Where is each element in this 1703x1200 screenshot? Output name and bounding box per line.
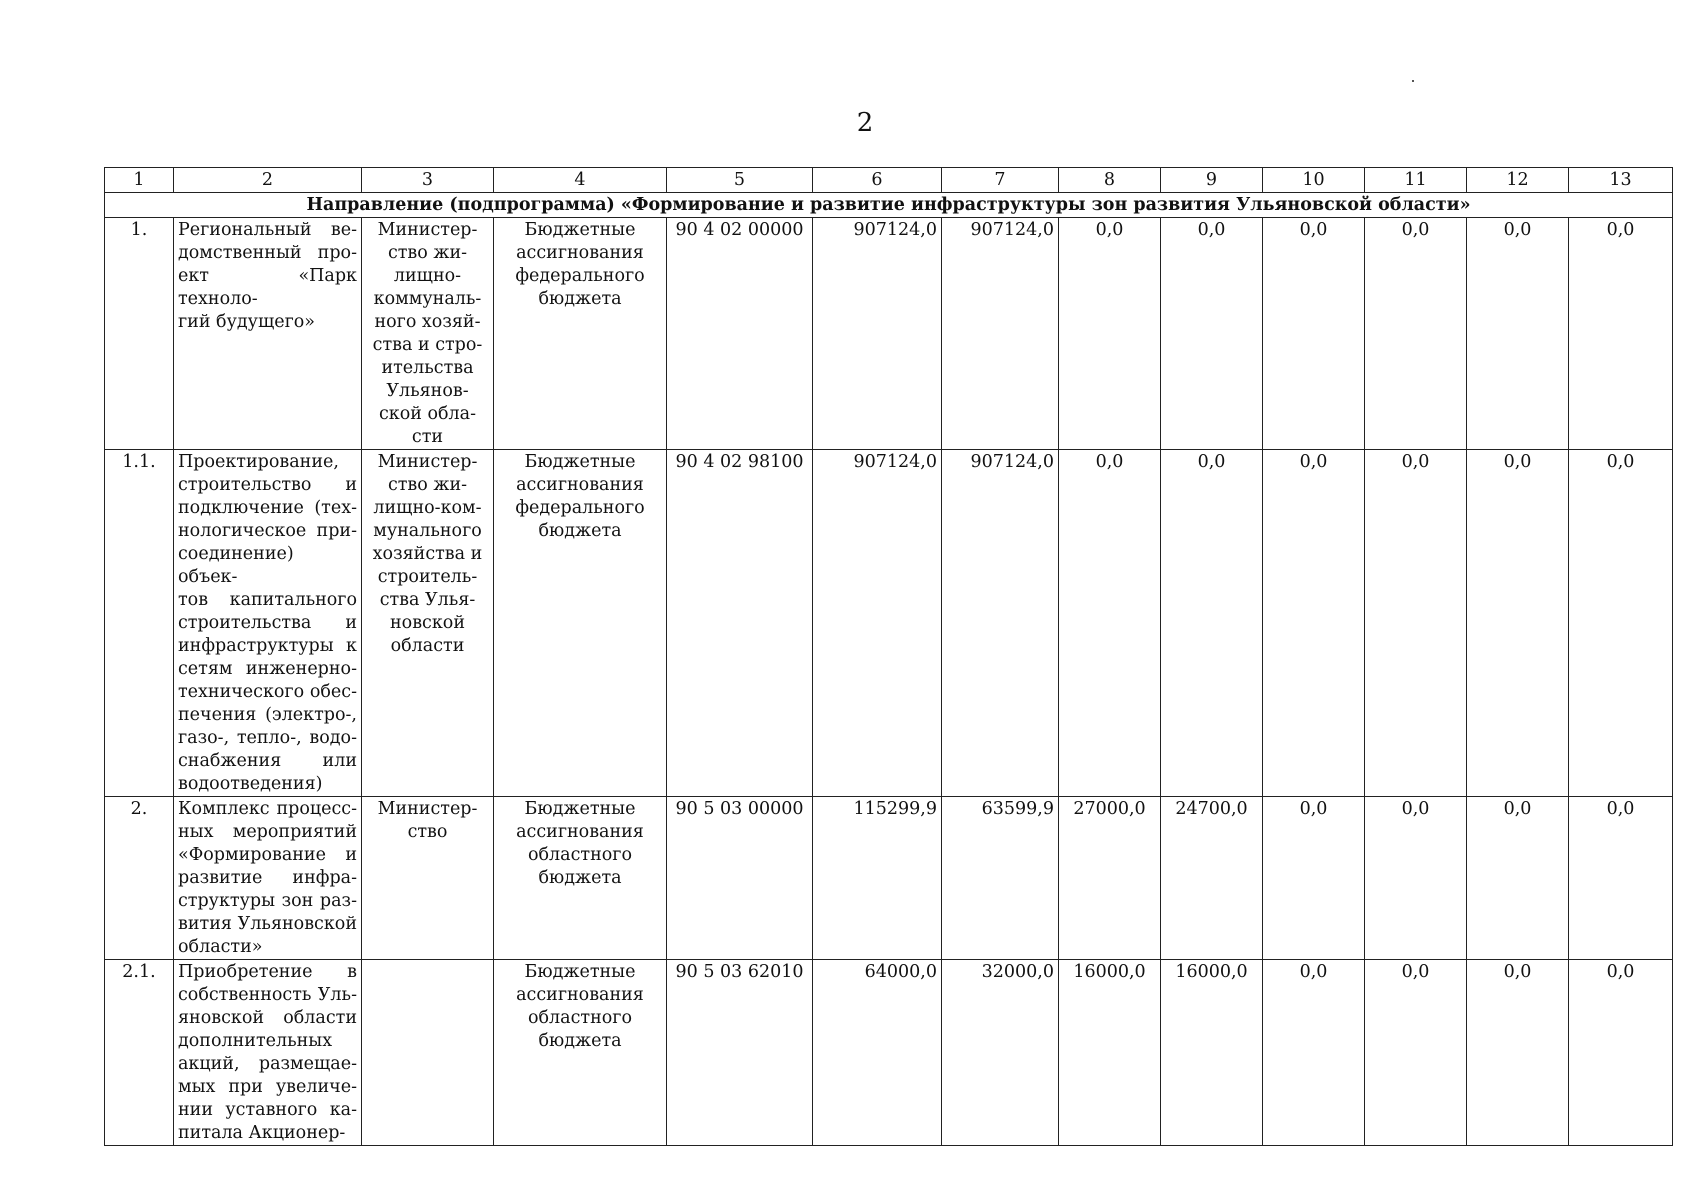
amount-cell: 907124,0 bbox=[942, 450, 1059, 797]
amount-cell: 0,0 bbox=[1365, 960, 1467, 1146]
ministry-line: области bbox=[390, 636, 465, 656]
amount-cell: 0,0 bbox=[1365, 218, 1467, 450]
responsible-ministry bbox=[362, 797, 494, 960]
ministry-line: хозяйства и bbox=[372, 544, 483, 564]
row-number: 2.1. bbox=[105, 960, 174, 1146]
source-line: бюджета bbox=[538, 289, 622, 309]
amount-cell: 0,0 bbox=[1569, 797, 1673, 960]
ministry-line: ительства bbox=[381, 358, 474, 378]
amount-cell: 16000,0 bbox=[1161, 960, 1263, 1146]
name-line: инфраструктуры к bbox=[178, 636, 357, 656]
row-name bbox=[174, 797, 362, 960]
amount-cell: 0,0 bbox=[1263, 960, 1365, 1146]
amount-cell: 0,0 bbox=[1467, 218, 1569, 450]
budget-table bbox=[104, 167, 1673, 1146]
amount-cell: 907124,0 bbox=[942, 218, 1059, 450]
name-line: подключение (тех- bbox=[178, 498, 357, 518]
budget-code: 90 5 03 62010 bbox=[667, 960, 813, 1146]
ministry-line: мунального bbox=[373, 521, 482, 541]
source-line: областного bbox=[527, 845, 632, 865]
name-line: Приобретение в bbox=[178, 962, 357, 982]
amount-cell: 0,0 bbox=[1467, 450, 1569, 797]
source-line: Бюджетные bbox=[524, 962, 636, 982]
name-line: водоотведения) bbox=[178, 774, 323, 794]
responsible-ministry bbox=[362, 960, 494, 1146]
scan-dot bbox=[1412, 80, 1414, 82]
source-line: федерального bbox=[515, 498, 645, 518]
budget-code: 90 5 03 00000 bbox=[667, 797, 813, 960]
funding-source bbox=[494, 960, 667, 1146]
column-number: 11 bbox=[1365, 168, 1467, 193]
amount-cell: 0,0 bbox=[1059, 218, 1161, 450]
ministry-line: ного хозяй- bbox=[374, 312, 481, 332]
ministry-line: ство bbox=[407, 822, 448, 842]
column-number: 10 bbox=[1263, 168, 1365, 193]
amount-cell: 0,0 bbox=[1263, 450, 1365, 797]
row-name bbox=[174, 450, 362, 797]
name-line: строительства и bbox=[178, 613, 357, 633]
name-line: дополнительных bbox=[178, 1031, 333, 1051]
name-line: снабжения или bbox=[178, 751, 357, 771]
ministry-line: ство жи- bbox=[387, 475, 468, 495]
source-line: ассигнования bbox=[516, 475, 644, 495]
amount-cell: 63599,9 bbox=[942, 797, 1059, 960]
column-number: 6 bbox=[813, 168, 942, 193]
name-line: сетям инженерно- bbox=[178, 659, 357, 679]
name-line: Проектирование, bbox=[178, 452, 339, 472]
source-line: ассигнования bbox=[516, 822, 644, 842]
name-line: яновской области bbox=[178, 1008, 357, 1028]
section-title: Направление (подпрограмма) «Формирование и развитие инфраструктуры зон развития Ульяновской области» bbox=[105, 193, 1673, 218]
page-number: 2 bbox=[856, 108, 874, 138]
table-row bbox=[105, 218, 1673, 450]
name-line: ных мероприятий bbox=[178, 822, 357, 842]
row-number: 2. bbox=[105, 797, 174, 960]
table-row bbox=[105, 960, 1673, 1146]
amount-cell: 64000,0 bbox=[813, 960, 942, 1146]
name-line: соединение) объек- bbox=[178, 544, 294, 587]
source-line: федерального bbox=[515, 266, 645, 286]
row-name bbox=[174, 960, 362, 1146]
ministry-line: сти bbox=[411, 427, 444, 447]
ministry-line: Министер- bbox=[377, 799, 478, 819]
amount-cell: 0,0 bbox=[1263, 797, 1365, 960]
ministry-line: коммуналь- bbox=[373, 289, 482, 309]
column-number: 3 bbox=[362, 168, 494, 193]
source-line: областного bbox=[527, 1008, 632, 1028]
name-line: мых при увеличе- bbox=[178, 1077, 357, 1097]
funding-source bbox=[494, 218, 667, 450]
name-line: Комплекс процесс- bbox=[178, 799, 357, 819]
name-line: гий будущего» bbox=[178, 312, 316, 332]
ministry-line: ства Улья- bbox=[379, 590, 476, 610]
name-line: питала Акционер- bbox=[178, 1123, 346, 1143]
amount-cell: 907124,0 bbox=[813, 450, 942, 797]
source-line: бюджета bbox=[538, 521, 622, 541]
section-title-row bbox=[105, 193, 1673, 218]
column-number: 4 bbox=[494, 168, 667, 193]
amount-cell: 0,0 bbox=[1569, 450, 1673, 797]
source-line: бюджета bbox=[538, 868, 622, 888]
funding-source bbox=[494, 797, 667, 960]
name-line: Региональный ве- bbox=[178, 220, 357, 240]
ministry-line: лищно-ком- bbox=[373, 498, 482, 518]
table-row bbox=[105, 450, 1673, 797]
ministry-line: ство жи- bbox=[387, 243, 468, 263]
responsible-ministry bbox=[362, 218, 494, 450]
ministry-line: ства и стро- bbox=[372, 335, 483, 355]
row-number: 1.1. bbox=[105, 450, 174, 797]
column-number: 8 bbox=[1059, 168, 1161, 193]
amount-cell: 24700,0 bbox=[1161, 797, 1263, 960]
ministry-line: Ульянов- bbox=[386, 381, 469, 401]
amount-cell: 32000,0 bbox=[942, 960, 1059, 1146]
name-line: технического обес- bbox=[178, 682, 357, 702]
name-line: акций, размещае- bbox=[178, 1054, 357, 1074]
source-line: ассигнования bbox=[516, 985, 644, 1005]
name-line: структуры зон раз- bbox=[178, 891, 357, 911]
name-line: печения (электро-, bbox=[178, 705, 357, 725]
ministry-line: ской обла- bbox=[378, 404, 477, 424]
column-number: 5 bbox=[667, 168, 813, 193]
ministry-line: строитель- bbox=[377, 567, 478, 587]
amount-cell: 0,0 bbox=[1263, 218, 1365, 450]
name-line: области» bbox=[178, 937, 263, 957]
column-number: 9 bbox=[1161, 168, 1263, 193]
amount-cell: 0,0 bbox=[1467, 797, 1569, 960]
amount-cell: 16000,0 bbox=[1059, 960, 1161, 1146]
column-number: 13 bbox=[1569, 168, 1673, 193]
amount-cell: 0,0 bbox=[1569, 218, 1673, 450]
name-line: нии уставного ка- bbox=[178, 1100, 357, 1120]
name-line: строительство и bbox=[178, 475, 357, 495]
column-number: 7 bbox=[942, 168, 1059, 193]
responsible-ministry bbox=[362, 450, 494, 797]
name-line: газо-, тепло-, водо- bbox=[178, 728, 357, 748]
column-number: 2 bbox=[174, 168, 362, 193]
amount-cell: 0,0 bbox=[1569, 960, 1673, 1146]
budget-code: 90 4 02 00000 bbox=[667, 218, 813, 450]
table-row bbox=[105, 797, 1673, 960]
source-line: Бюджетные bbox=[524, 452, 636, 472]
row-number: 1. bbox=[105, 218, 174, 450]
source-line: бюджета bbox=[538, 1031, 622, 1051]
name-line: домственный про- bbox=[178, 243, 357, 263]
name-line: нологическое при- bbox=[178, 521, 357, 541]
amount-cell: 0,0 bbox=[1161, 450, 1263, 797]
name-line: тов капитального bbox=[178, 590, 357, 610]
ministry-line: Министер- bbox=[377, 220, 478, 240]
column-number-row bbox=[105, 168, 1673, 193]
source-line: Бюджетные bbox=[524, 220, 636, 240]
source-line: ассигнования bbox=[516, 243, 644, 263]
source-line: Бюджетные bbox=[524, 799, 636, 819]
funding-source bbox=[494, 450, 667, 797]
amount-cell: 0,0 bbox=[1059, 450, 1161, 797]
amount-cell: 0,0 bbox=[1365, 797, 1467, 960]
amount-cell: 0,0 bbox=[1467, 960, 1569, 1146]
amount-cell: 115299,9 bbox=[813, 797, 942, 960]
amount-cell: 0,0 bbox=[1161, 218, 1263, 450]
ministry-line: Министер- bbox=[377, 452, 478, 472]
name-line: «Формирование и bbox=[178, 845, 357, 865]
amount-cell: 27000,0 bbox=[1059, 797, 1161, 960]
ministry-line: новской bbox=[390, 613, 465, 633]
column-number: 12 bbox=[1467, 168, 1569, 193]
amount-cell: 907124,0 bbox=[813, 218, 942, 450]
column-number: 1 bbox=[105, 168, 174, 193]
name-line: развитие инфра- bbox=[178, 868, 357, 888]
row-name bbox=[174, 218, 362, 450]
ministry-line: лищно- bbox=[393, 266, 462, 286]
budget-code: 90 4 02 98100 bbox=[667, 450, 813, 797]
name-line: ект «Парк техноло- bbox=[178, 266, 357, 309]
amount-cell: 0,0 bbox=[1365, 450, 1467, 797]
name-line: собственность Уль- bbox=[178, 985, 357, 1005]
name-line: вития Ульяновской bbox=[178, 914, 357, 934]
